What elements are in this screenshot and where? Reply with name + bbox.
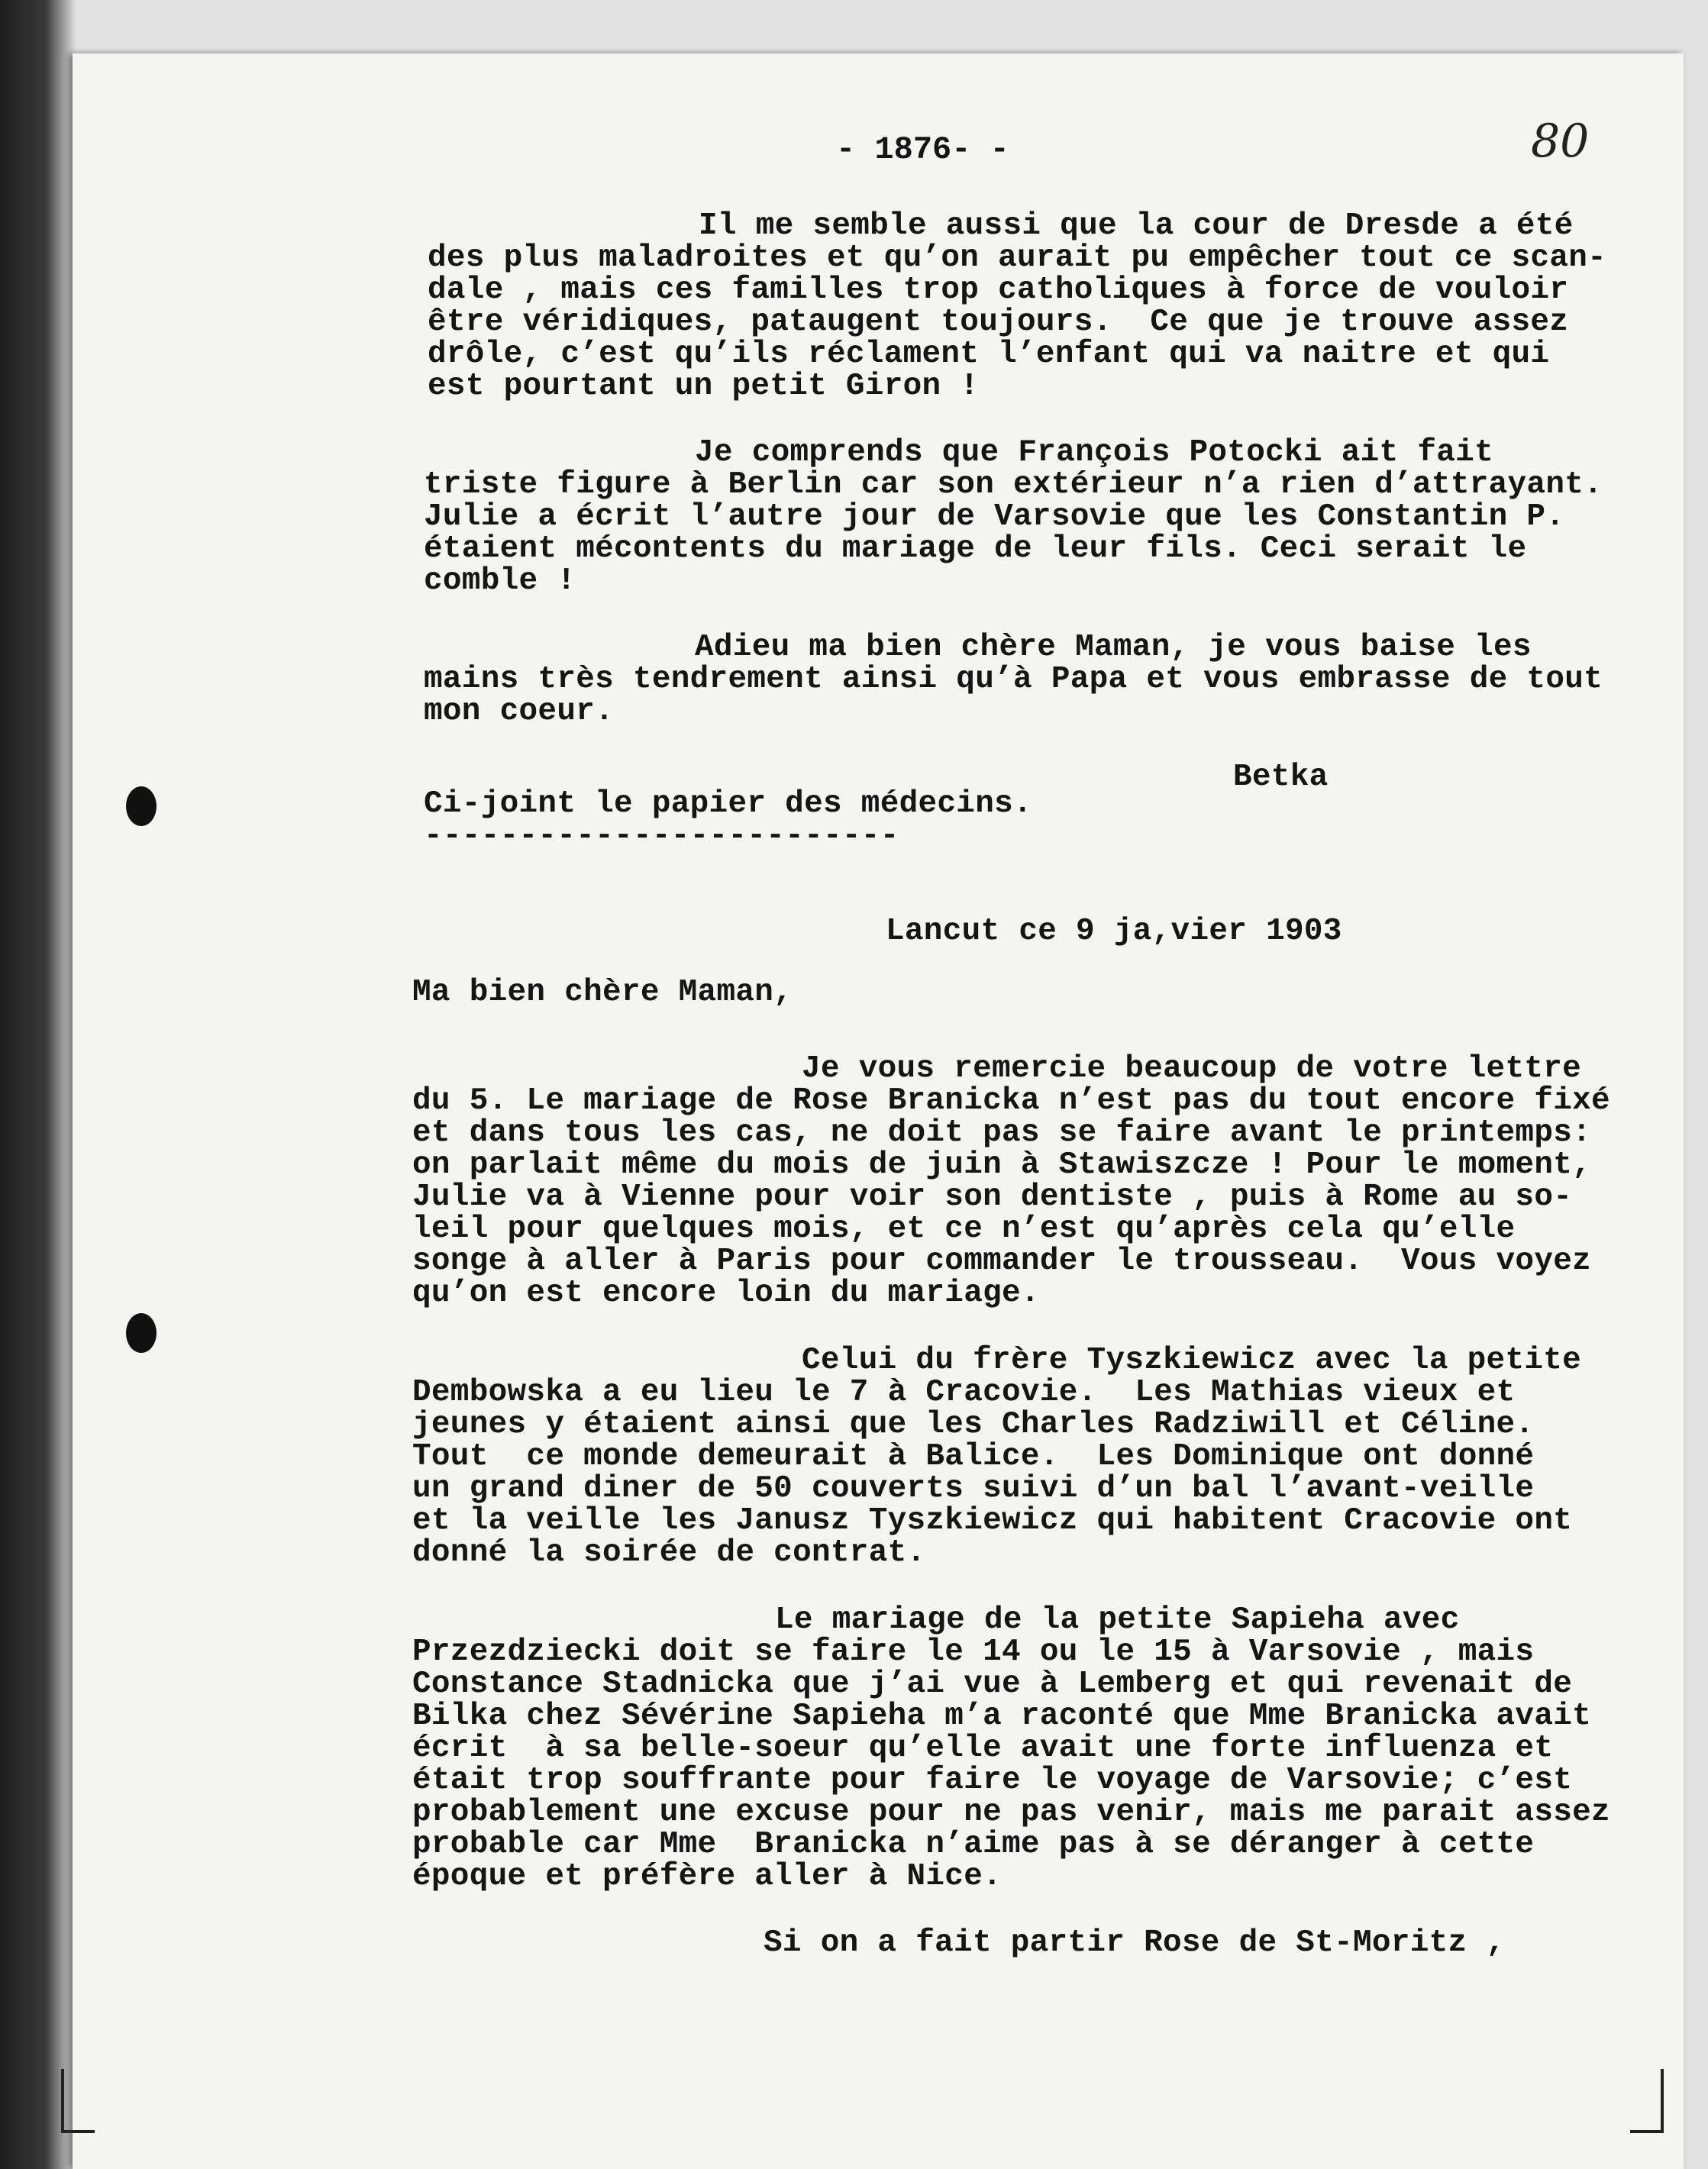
text-line: époque et préfère aller à Nice. [412, 1859, 1003, 1894]
text-line: étaient mécontents du mariage de leur fils. Ceci serait le [424, 531, 1527, 566]
text-line: du 5. Le mariage de Rose Branicka n’est pas du tout encore fixé [412, 1083, 1610, 1118]
text-line: et la veille les Janusz Tyszkiewicz qui habitent Cracovie ont [412, 1503, 1573, 1538]
text-line: un grand diner de 50 couverts suivi d’un bal l’avant-veille [412, 1471, 1535, 1506]
text-line: Je comprends que François Potocki ait fait [695, 435, 1493, 470]
text-line: Constance Stadnicka que j’ai vue à Lemberg et qui revenait de [412, 1667, 1573, 1702]
text-line: était trop souffrante pour faire le voyage de Varsovie; c’est [412, 1763, 1573, 1798]
text-line: écrit à sa belle-soeur qu’elle avait une forte influenza et [412, 1731, 1554, 1766]
text-line: Adieu ma bien chère Maman, je vous baise les [695, 630, 1532, 665]
text-line: Je vous remercie beaucoup de votre lettre [802, 1051, 1582, 1086]
text-line: on parlait même du mois de juin à Stawiszcze ! Pour le moment, [412, 1147, 1592, 1183]
separator-rule: ------------------------- [424, 818, 899, 854]
text-line: Przezdziecki doit se faire le 14 ou le 15 à Varsovie , mais [412, 1635, 1535, 1670]
salutation: Ma bien chère Maman, [412, 975, 793, 1010]
text-line: probable car Mme Branicka n’aime pas à se déranger à cette [412, 1827, 1535, 1862]
text-line: mains très tendrement ainsi qu’à Papa et vous embrasse de tout [424, 662, 1603, 697]
text-line: Julie a écrit l’autre jour de Varsovie que les Constantin P. [424, 499, 1565, 534]
text-line: triste figure à Berlin car son extérieur n’a rien d’attrayant. [424, 467, 1603, 502]
text-line: drôle, c’est qu’ils réclament l’enfant qui va naitre et qui [428, 337, 1550, 372]
text-line: songe à aller à Paris pour commander le trousseau. Vous voyez [412, 1244, 1592, 1279]
year-header: - 1876- - [836, 131, 1009, 168]
text-line: Bilka chez Sévérine Sapieha m’a raconté que Mme Branicka avait [412, 1699, 1592, 1734]
text-line: Tout ce monde demeurait à Balice. Les Dominique ont donné [412, 1439, 1535, 1474]
typed-letter [73, 53, 1684, 2169]
document-page [73, 53, 1684, 2169]
text-line: Le mariage de la petite Sapieha avec [775, 1603, 1460, 1638]
text-line: Julie va à Vienne pour voir son dentiste , puis à Rome au so- [412, 1180, 1573, 1215]
dateline: Lancut ce 9 ja,vier 1903 [886, 914, 1342, 949]
postscript: Ci-joint le papier des médecins. [424, 786, 1032, 821]
text-line: jeunes y étaient ainsi que les Charles Radziwill et Céline. [412, 1407, 1535, 1442]
text-line: donné la soirée de contrat. [412, 1535, 926, 1570]
text-line: dale , mais ces familles trop catholiques à force de vouloir [428, 273, 1569, 308]
text-line: Dembowska a eu lieu le 7 à Cracovie. Les Mathias vieux et [412, 1375, 1516, 1410]
text-line: qu’on est encore loin du mariage. [412, 1276, 1040, 1311]
text-line: leil pour quelques mois, et ce n’est qu’après cela qu’elle [412, 1212, 1516, 1247]
text-line: mon coeur. [424, 694, 615, 729]
page-number: 80 [1531, 115, 1590, 168]
text-line: Si on a fait partir Rose de St-Moritz , [764, 1925, 1506, 1961]
text-line: comble ! [424, 563, 576, 599]
text-line: et dans tous les cas, ne doit pas se faire avant le printemps: [412, 1115, 1592, 1151]
text-line: être véridiques, pataugent toujours. Ce que je trouve assez [428, 305, 1569, 340]
text-line: Il me semble aussi que la cour de Dresde a été [699, 208, 1574, 244]
text-line: est pourtant un petit Giron ! [428, 369, 980, 404]
text-line: probablement une excuse pour ne pas venir, mais me parait assez [412, 1795, 1610, 1830]
text-line: des plus maladroites et qu’on aurait pu empêcher tout ce scan- [428, 240, 1607, 276]
signature: Betka [1233, 760, 1329, 795]
text-line: Celui du frère Tyszkiewicz avec la petite [802, 1343, 1582, 1378]
